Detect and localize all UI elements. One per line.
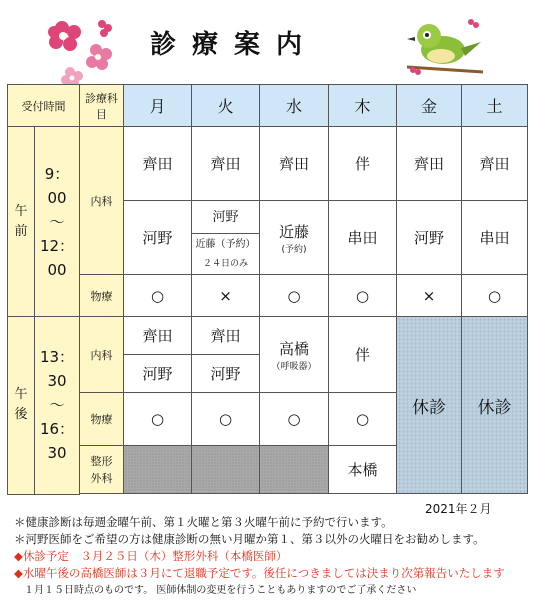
pm-tue-ortho-empty [192,446,260,494]
am-fri-doctor-2: 河野 [397,201,462,275]
am-wed-rehab: ○ [260,275,329,317]
am-tue-doctor-2: 河野 近藤（予約） ２４日のみ [192,201,260,275]
pm-wed-ortho-empty [260,446,329,494]
am-sat-rehab: ○ [462,275,528,317]
pm-mon-rehab: ○ [124,393,192,446]
am-mon-doctor-1: 齊田 [124,127,192,201]
department-header: 診療科目 [80,85,124,127]
am-internal-label: 内科 [80,127,124,275]
am-mon-rehab: ○ [124,275,192,317]
pm-time: 13： 30 〜 16： 30 [35,317,80,495]
pm-sat-closed: 休診 [462,317,528,494]
pm-thu-doctor: 伴 [329,317,397,393]
am-sat-doctor-1: 齊田 [462,127,528,201]
am-mon-doctor-2: 河野 [124,201,192,275]
bird-on-branch-illustration [405,12,485,82]
note-takahashi-retire: ◆水曜午後の高橋医師は３月にて退職予定です。後任につきましては決まり次第報告いたします [14,566,505,580]
am-tue-doctor-1: 齊田 [192,127,260,201]
pm-thu-rehab: ○ [329,393,397,446]
day-header-wed: 水 [260,85,329,127]
reception-time-header: 受付時間 [8,85,80,127]
pm-tue-doctor-1: 齊田 [192,317,260,355]
am-time: 9： 00 〜 12： 00 [35,127,80,317]
day-header-sat: 土 [462,85,528,127]
schedule-date: 2021年２月 [425,502,492,516]
am-thu-doctor-1: 伴 [329,127,397,201]
day-header-thu: 木 [329,85,397,127]
pm-ortho-label: 整形外科 [80,446,124,494]
notes-section [14,500,505,599]
note-closure: ◆休診予定 ３月２５日（木）整形外科（本橋医師） [14,549,288,563]
am-wed-doctor-1: 齊田 [260,127,329,201]
am-thu-rehab: ○ [329,275,397,317]
note-disclaimer: １月１５日時点のものです。 医師体制の変更を行うこともありますのでご了承ください [14,585,417,596]
pm-mon-doctor-2: 河野 [124,355,192,393]
page-title: 診療案内 [150,30,319,60]
pm-rehab-label: 物療 [80,393,124,446]
pm-mon-doctor-1: 齊田 [124,317,192,355]
pm-tue-rehab: ○ [192,393,260,446]
day-header-fri: 金 [397,85,462,127]
day-header-mon: 月 [124,85,192,127]
pm-wed-rehab: ○ [260,393,329,446]
schedule-table [7,84,528,495]
am-tue-rehab: × [192,275,260,317]
pm-wed-doctor: 高橋 （呼吸器） [260,317,329,393]
am-rehab-label: 物療 [80,275,124,317]
pm-tue-doctor-2: 河野 [192,355,260,393]
pm-fri-closed: 休診 [397,317,462,494]
pm-internal-label: 内科 [80,317,124,393]
note-kono-doctor: ＊河野医師をご希望の方は健康診断の無い月曜か第１、第３以外の火曜日をお勧めします。 [14,532,485,546]
pm-thu-ortho-doctor: 本橋 [329,446,397,494]
am-label: 午前 [8,127,35,317]
am-thu-doctor-2: 串田 [329,201,397,275]
am-fri-rehab: × [397,275,462,317]
pm-mon-ortho-empty [124,446,192,494]
pm-label: 午後 [8,317,35,495]
am-fri-doctor-1: 齊田 [397,127,462,201]
note-health-check: ＊健康診断は毎週金曜午前、第１火曜と第３火曜午前に予約で行います。 [14,515,393,529]
am-wed-doctor-2: 近藤 (予約) [260,201,329,275]
am-sat-doctor-2: 串田 [462,201,528,275]
plum-blossom-decoration [40,10,120,90]
day-header-tue: 火 [192,85,260,127]
